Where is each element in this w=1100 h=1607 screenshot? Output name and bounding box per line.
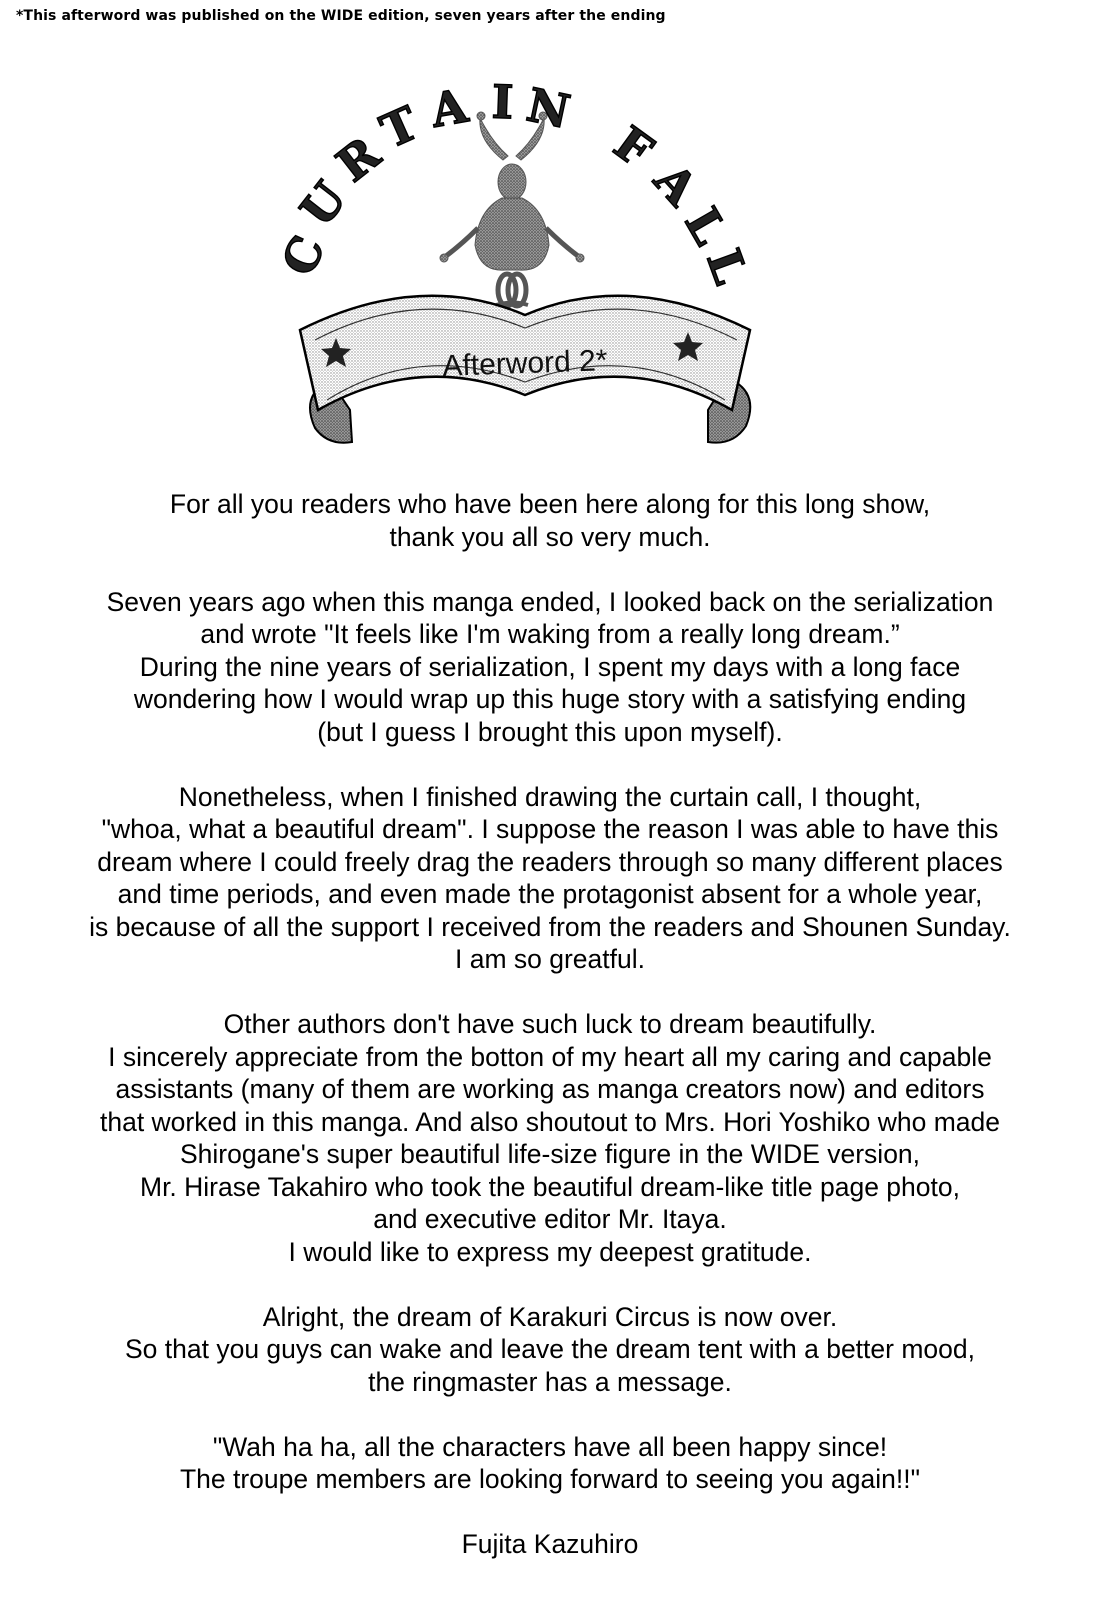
arc-letter: U xyxy=(289,171,358,237)
text-line: For all you readers who have been here along for this long show, xyxy=(169,489,931,519)
banner-title: Afterword 2* xyxy=(441,344,609,383)
arc-letter: R xyxy=(326,126,390,193)
arc-letter: A xyxy=(426,78,472,138)
edition-footnote: *This afterword was published on the WIDE edition, seven years after the ending xyxy=(16,8,666,24)
paragraph xyxy=(40,488,1060,553)
text-line: (but I guess I brought this upon myself). xyxy=(317,716,783,747)
text-line: and time periods, and even made the protagonist absent for a whole year, xyxy=(117,879,983,909)
text-line: Alright, the dream of Karakuri Circus is now over. xyxy=(262,1301,838,1332)
arc-letter: A xyxy=(643,152,708,216)
clown-figure-icon xyxy=(440,112,584,306)
text-line: During the nine years of serialization, I spent my days with a long face xyxy=(139,651,961,682)
text-line: and executive editor Mr. Itaya. xyxy=(373,1204,727,1234)
text-line: that worked in this manga. And also shoutout to Mrs. Hori Yoshiko who made xyxy=(99,1106,1001,1137)
text-line: I am so greatful. xyxy=(454,944,645,974)
paragraph xyxy=(40,1301,1060,1399)
paragraph xyxy=(40,586,1060,749)
arc-letter: L xyxy=(696,242,758,291)
text-line: I would like to express my deepest gratitude. xyxy=(288,1236,812,1267)
paragraph xyxy=(40,1008,1060,1268)
paragraph xyxy=(40,781,1060,976)
text-line: dream where I could freely drag the readers through so many different places xyxy=(97,846,1003,877)
ribbon-banner xyxy=(300,296,750,443)
curtain-fall-logo xyxy=(0,0,1100,480)
arc-letter: L xyxy=(674,198,738,254)
paragraph xyxy=(40,1431,1060,1496)
text-line: Other authors don't have such luck to dream beautifully. xyxy=(223,1009,877,1039)
text-line: Mr. Hirase Takahiro who took the beautiful dream-like title page photo, xyxy=(140,1171,960,1202)
arc-letter: N xyxy=(522,77,575,140)
text-line: "whoa, what a beautiful dream". I suppose the reason I was able to have this xyxy=(101,814,999,844)
arc-letter: I xyxy=(490,74,515,130)
text-line: The troupe members are looking forward to seeing you again!!" xyxy=(179,1464,921,1494)
arc-letter: C xyxy=(271,227,336,284)
text-line: thank you all so very much. xyxy=(389,521,711,552)
afterword-body xyxy=(40,488,1060,1593)
signature-text: Fujita Kazuhiro xyxy=(461,1529,639,1559)
text-line: I sincerely appreciate from the botton of my heart all my caring and capable xyxy=(108,1041,992,1072)
text-line: Seven years ago when this manga ended, I looked back on the serialization xyxy=(106,586,994,617)
text-line: is because of all the support I received from the readers and Shounen Sunday. xyxy=(89,911,1011,942)
text-line: Nonetheless, when I finished drawing the curtain call, I thought, xyxy=(178,781,922,812)
arc-letter: T xyxy=(372,95,427,160)
author-signature xyxy=(40,1528,1060,1561)
text-line: wondering how I would wrap up this huge story with a satisfying ending xyxy=(133,684,967,714)
text-line: Shirogane's super beautiful life-size figure in the WIDE version, xyxy=(179,1139,921,1169)
text-line: the ringmaster has a message. xyxy=(368,1366,732,1397)
text-line: and wrote "It feels like I'm waking from a really long dream.” xyxy=(200,619,900,649)
text-line: So that you guys can wake and leave the dream tent with a better mood, xyxy=(125,1334,975,1364)
arc-letter: F xyxy=(604,115,663,179)
text-line: "Wah ha ha, all the characters have all been happy since! xyxy=(212,1431,888,1462)
text-line: assistants (many of them are working as manga creators now) and editors xyxy=(115,1074,985,1104)
